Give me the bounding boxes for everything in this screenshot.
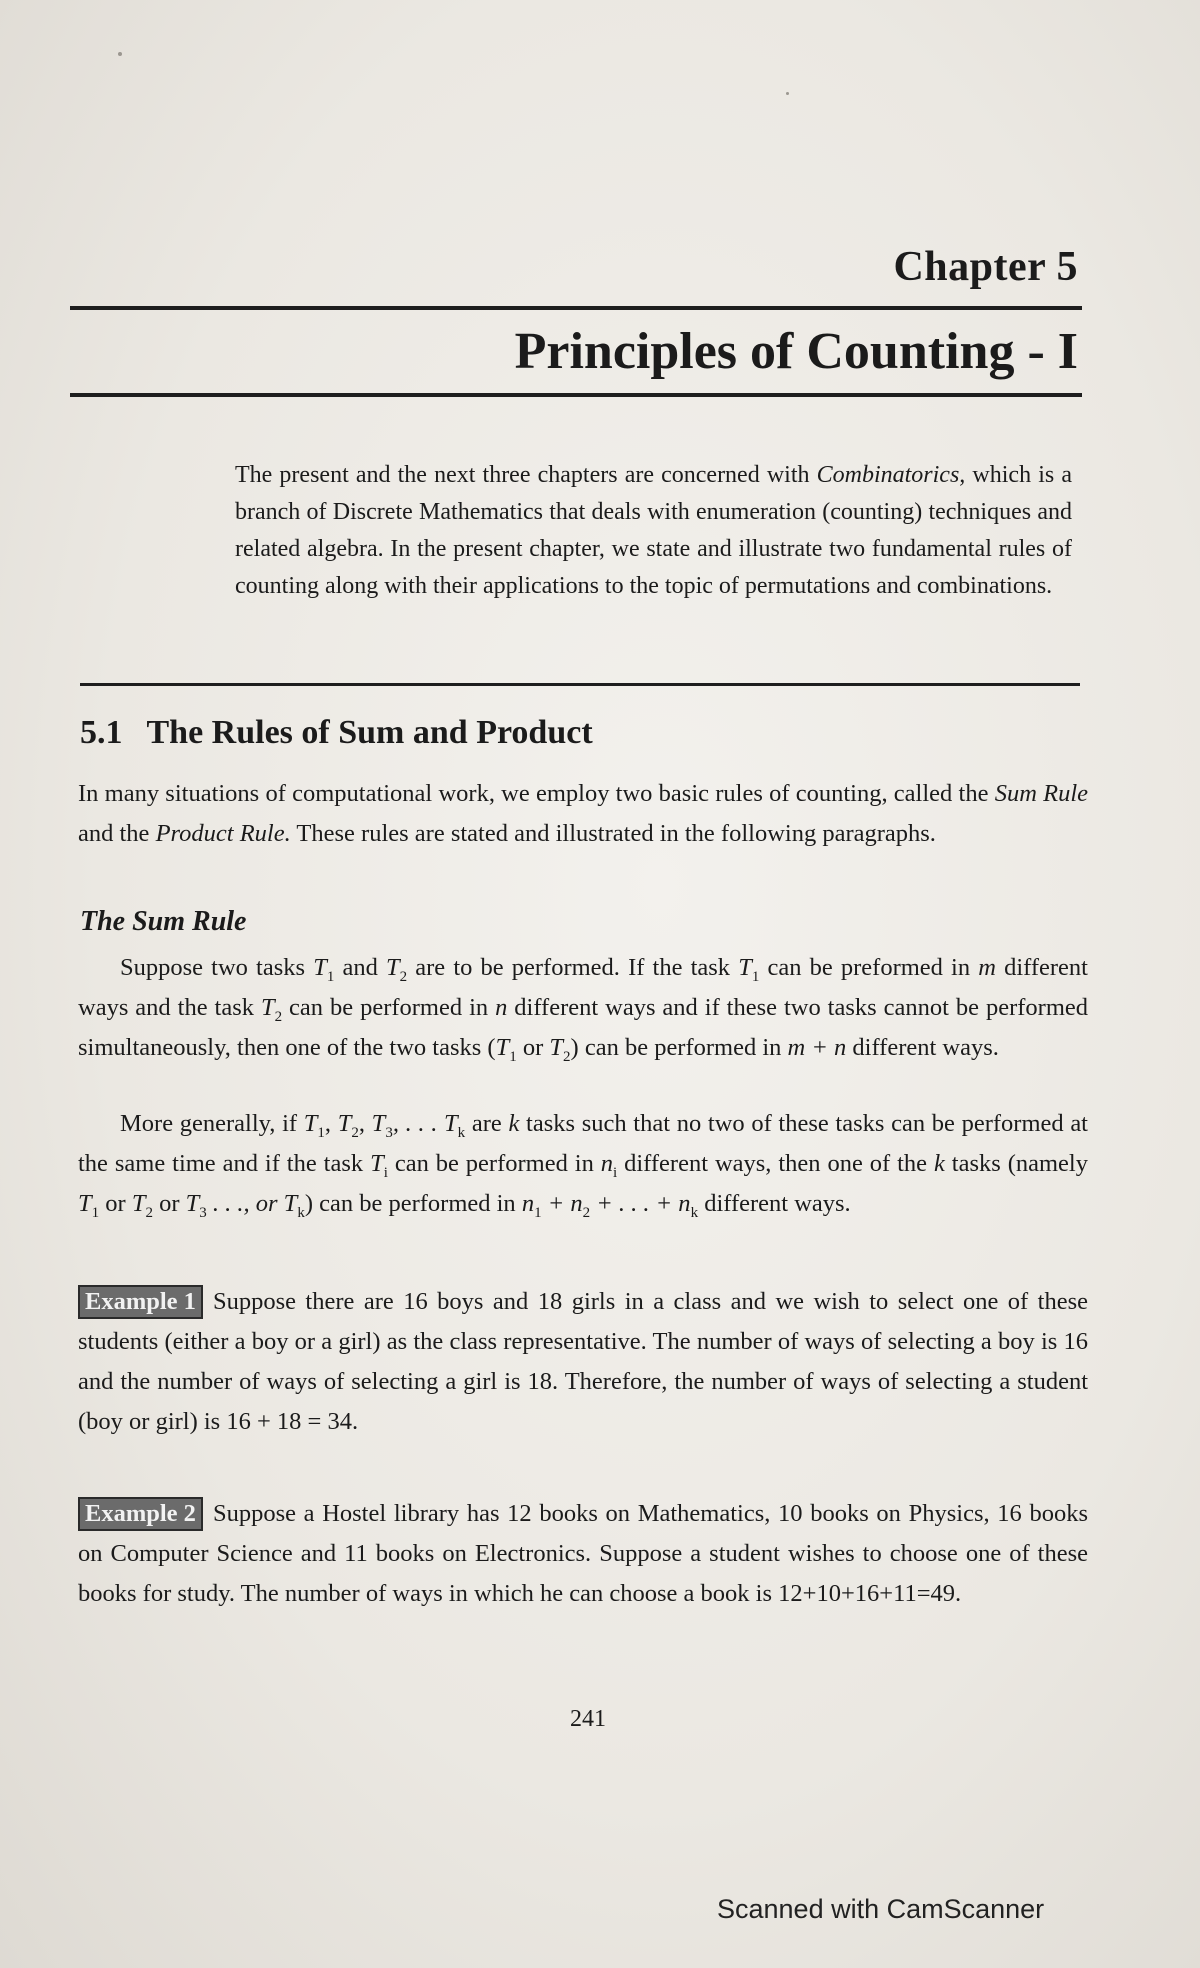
example-2-paragraph	[78, 1494, 1088, 1614]
camscanner-watermark: Scanned with CamScanner	[717, 1894, 1045, 1924]
term-combinatorics: Combinatorics,	[816, 462, 966, 488]
sum-rule-paragraph: Suppose two tasks $T_1$ and $T_2$ are to be performed. If the task $T_1$ can be preformed in m different ways and the task $T_2$ can be performed in n different ways and if these two tasks cannot be performed simultaneously, then one of the two tasks ($T_1$ or $T_2$) can be performed in m + n different ways.	[78, 954, 1089, 1065]
example-2-label: Example 2	[78, 1497, 203, 1531]
section-number: 5.1	[80, 714, 123, 751]
example-1-paragraph	[78, 1282, 1088, 1442]
abstract-rule	[80, 683, 1080, 686]
page-number: 241	[570, 1706, 606, 1732]
section-intro-paragraph: In many situations of computational work, we employ two basic rules of counting, called the Sum Rule and the Product Rule. These rules are stated and illustrated in the following paragraphs.	[78, 780, 1089, 847]
sum-rule-heading: The Sum Rule	[80, 906, 247, 937]
scan-speck	[118, 52, 122, 56]
chapter-abstract: The present and the next three chapters are concerned with Combinatorics, which is a branch of Discrete Mathematics that deals with enumeration (counting) techniques and related algebra. In the present chapter, we state and illustrate two fundamental rules of counting along with their applications to the topic of permutations and combinations.	[235, 462, 1072, 599]
sum-rule-general-paragraph: More generally, if $T_1$, $T_2$, $T_3$, . . . $T_k$ are k tasks such that no two of these tasks can be performed at the same time and if the task $T_i$ can be performed in $n_i$ different ways, then one of the k tasks (namely $T_1$ or $T_2$ or $T_3$ . . ., or $T_k$) can be performed in $n_1 + n_2$ + . . . + $n_k$ different ways.	[78, 1110, 1088, 1221]
example-1-text: Suppose there are 16 boys and 18 girls in a class and we wish to select one of these students (either a boy or a girl) as the class representative. The number of ways of selecting a boy is 16 and the number of ways of selecting a girl is 18. Therefore, the number of ways of selecting a student (boy or girl) is 16 + 18 = 34.	[78, 1288, 1088, 1435]
section-title: The Rules of Sum and Product	[146, 714, 593, 751]
section-heading	[80, 714, 593, 752]
title-rule	[70, 393, 1082, 397]
example-1-label: Example 1	[78, 1285, 203, 1319]
top-rule	[70, 306, 1082, 310]
example-2-text: Suppose a Hostel library has 12 books on Mathematics, 10 books on Physics, 16 books on Computer Science and 11 books on Electronics. Suppose a student wishes to choose one of these books for study. The number of ways in which he can choose a book is 12+10+16+11=49.	[78, 1500, 1088, 1607]
chapter-label: Chapter 5	[893, 244, 1078, 290]
scan-speck	[786, 92, 789, 95]
chapter-title: Principles of Counting - I	[514, 323, 1078, 380]
